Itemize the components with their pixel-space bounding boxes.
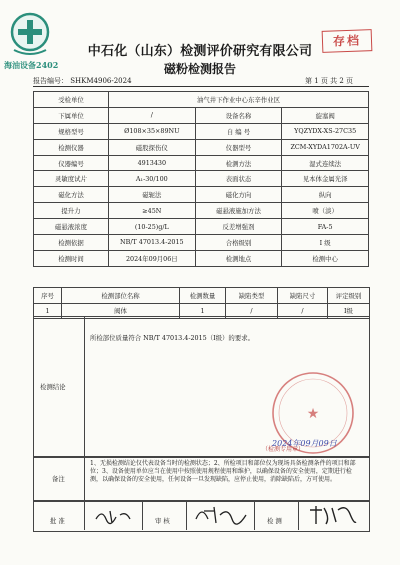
logo-caption: 海油设备2402 <box>4 60 59 70</box>
label-cell: 磁化方法 <box>34 187 109 203</box>
conclusion-label: 检测结论 <box>40 383 66 391</box>
review-label: 审 核 <box>155 517 170 525</box>
label-cell: 检测仪器 <box>34 139 109 155</box>
table-row <box>34 92 369 108</box>
conclusion-text: 所检部位质量符合 NB/T 47013.4-2015（Ⅰ级）的要求。 <box>90 334 254 342</box>
conclusion-divider <box>84 316 85 456</box>
value-cell: 油气井下作业中心东辛作业区 <box>109 92 369 108</box>
table-row <box>34 219 369 235</box>
cell: 阀体 <box>62 303 180 319</box>
conclusion-date: 2024年09月09日 <box>272 439 337 448</box>
sign-divider <box>186 500 187 530</box>
inspector-signature-icon <box>306 502 358 528</box>
value-cell: 湿式连续法 <box>282 155 369 171</box>
table-row <box>34 250 369 266</box>
cell: 1 <box>180 303 226 319</box>
value-cell: A₁-30/100 <box>109 171 196 187</box>
label-cell: 检测地点 <box>195 250 282 266</box>
company-name: 中石化（山东）检测评价研究有限公司 <box>87 44 313 59</box>
sign-divider <box>254 500 255 530</box>
header-divider <box>33 86 369 87</box>
cell: 1 <box>34 303 62 319</box>
value-cell: 2024年09月06日 <box>109 250 196 266</box>
page-info: 第 1 页 共 2 页 <box>305 77 354 85</box>
approver-signature-icon <box>92 505 136 527</box>
note-label: 备注 <box>52 475 65 483</box>
value-cell: ≥45N <box>109 203 196 219</box>
label-cell: 反差增强剂 <box>195 219 282 235</box>
table-row <box>34 155 369 171</box>
label-cell: 磁悬液浓度 <box>34 219 109 235</box>
label-cell: 受检单位 <box>34 92 109 108</box>
label-cell: 规格型号 <box>34 123 109 139</box>
header-cell: 缺陷类型 <box>226 288 278 304</box>
report-title: 磁粉检测报告 <box>163 62 236 76</box>
note-divider <box>84 456 85 500</box>
value-cell: (10-25)g/L <box>109 219 196 235</box>
value-cell: ZCM-XYDA1702A-UV <box>282 139 369 155</box>
label-cell: 仪器型号 <box>195 139 282 155</box>
table-row <box>34 187 369 203</box>
value-cell: 磁轭法 <box>109 187 196 203</box>
value-cell: 喷（淡） <box>282 203 369 219</box>
value-cell: / <box>109 107 196 123</box>
value-cell: 4913430 <box>109 155 196 171</box>
label-cell: 下属单位 <box>34 107 109 123</box>
label-cell: 表面状态 <box>195 171 282 187</box>
table-row <box>34 139 369 155</box>
label-cell: 检测时间 <box>34 250 109 266</box>
value-cell: NB/T 47013.4-2015 <box>109 235 196 251</box>
label-cell: 自 编 号 <box>195 123 282 139</box>
note-text: 1、无损检测结论仅代表设备当时的检测状态；2、所检项目和部位仅为现场具备检测条件的项目和部位；3、设备使用单位应当在使用中按照使用规程使用和维护，以确保设备的安全使用，定期进行检测，以确保设备的安全使用，任何设备一旦发现缺陷，应停止使用，消除缺陷后，方可使用。 <box>90 460 356 484</box>
label-cell: 提升力 <box>34 203 109 219</box>
info-table <box>33 91 369 267</box>
report-number-value: SHKM4906-2024 <box>70 77 132 85</box>
label-cell: 合格级别 <box>195 235 282 251</box>
table-row <box>34 171 369 187</box>
cell: / <box>278 303 328 319</box>
header-cell: 评定级别 <box>328 288 370 304</box>
value-cell: Ø108×35×89NU <box>109 123 196 139</box>
sign-divider <box>84 500 85 530</box>
reviewer-signature-icon <box>192 503 250 527</box>
value-cell: FA-5 <box>282 219 369 235</box>
report-number-label: 报告编号： <box>33 77 68 85</box>
header-cell: 检测部位名称 <box>62 288 180 304</box>
inspect-label: 检 测 <box>267 517 282 525</box>
label-cell: 灵敏度试片 <box>34 171 109 187</box>
table-row <box>34 235 369 251</box>
approve-label: 批 准 <box>50 517 65 525</box>
report-number <box>33 76 132 86</box>
cell: Ⅰ级 <box>328 303 370 319</box>
svg-text:★: ★ <box>306 406 320 422</box>
header-cell: 序号 <box>34 288 62 304</box>
value-cell: 磁股探伤仪 <box>109 139 196 155</box>
label-cell: 磁化方向 <box>195 187 282 203</box>
archive-stamp: 存档 <box>322 29 373 53</box>
value-cell: I 级 <box>282 235 369 251</box>
label-cell: 检测方法 <box>195 155 282 171</box>
sign-divider <box>298 500 299 530</box>
header-cell: 缺陷尺寸 <box>278 288 328 304</box>
cell: / <box>226 303 278 319</box>
label-cell: 仪器编号 <box>34 155 109 171</box>
label-cell: 检测依据 <box>34 235 109 251</box>
value-cell: 纵向 <box>282 187 369 203</box>
label-cell: 磁悬液施加方法 <box>195 203 282 219</box>
label-cell: 设备名称 <box>195 107 282 123</box>
seal-label: （检测专用章） <box>262 446 305 453</box>
table-row <box>34 203 369 219</box>
header-cell: 检测数量 <box>180 288 226 304</box>
value-cell: 检测中心 <box>282 250 369 266</box>
table-row <box>34 123 369 139</box>
table-header-row <box>34 288 370 304</box>
value-cell: 见本体金属光泽 <box>282 171 369 187</box>
value-cell: 旋塞阀 <box>282 107 369 123</box>
results-table <box>33 287 370 319</box>
sign-divider <box>142 500 143 530</box>
table-row <box>34 107 369 123</box>
value-cell: YQZYDX-XS-27C35 <box>282 123 369 139</box>
